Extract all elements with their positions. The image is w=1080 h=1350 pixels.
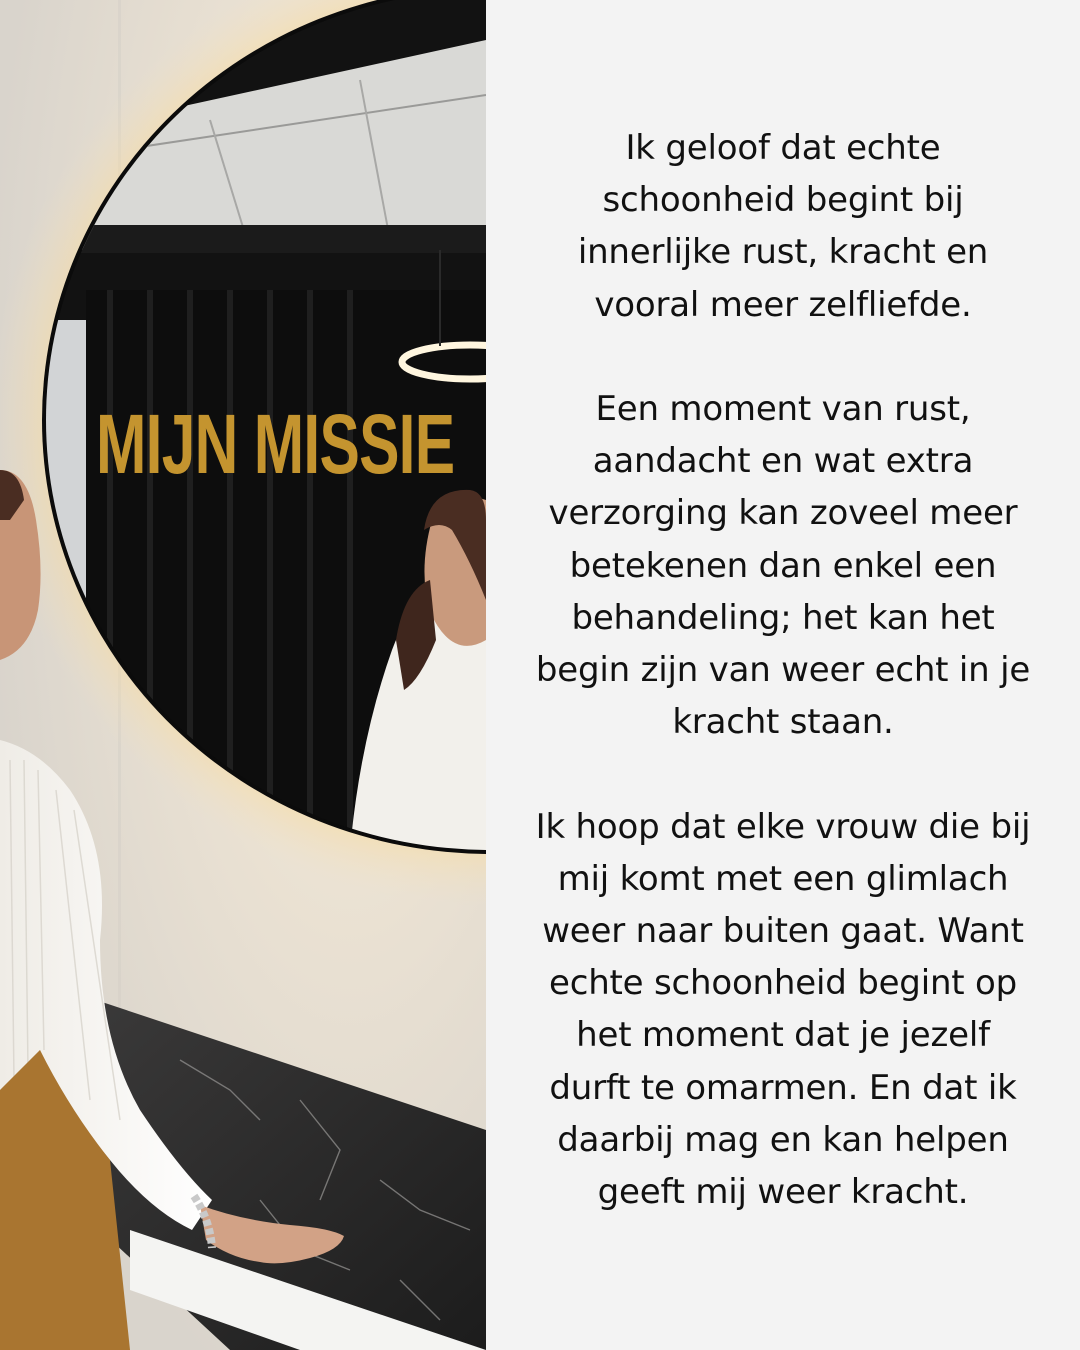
text-line: kracht staan. [672,702,894,743]
text-line: betekenen dan enkel een [569,545,997,586]
text-line: Een moment van rust, [595,389,971,429]
text-line: geeft mij weer kracht. [597,1172,969,1213]
text-line: innerlijke rust, kracht en [577,232,989,273]
text-line: echte schoonheid begint op [548,963,1018,1004]
text-line: durft te omarmen. En dat ik [549,1067,1017,1108]
text-line: aandacht en wat extra [592,441,974,482]
text-line: Ik geloof dat echte [625,128,941,168]
text-line: verzorging kan zoveel meer [548,493,1018,534]
text-line: behandeling; het kan het [571,597,995,638]
text-line: mij komt met een glimlach [557,858,1009,899]
mirror-photo [0,0,486,1350]
text-line: schoonheid begint bij [602,180,964,221]
paragraph-2 [504,383,1062,748]
mission-heading: MIJN MISSIE [96,397,455,491]
mission-statement [504,122,1062,1218]
text-line: het moment dat je jezelf [576,1015,990,1056]
text-line: daarbij mag en kan helpen [557,1119,1009,1160]
paragraph-1 [504,122,1062,331]
text-line: Ik hoop dat elke vrouw die bij [535,806,1031,847]
paragraph-3 [504,801,1062,1219]
text-panel [486,0,1080,1350]
photo-panel [0,0,486,1350]
text-line: begin zijn van weer echt in je [535,650,1031,691]
text-line: vooral meer zelfliefde. [594,284,972,325]
text-line: weer naar buiten gaat. Want [542,911,1024,952]
